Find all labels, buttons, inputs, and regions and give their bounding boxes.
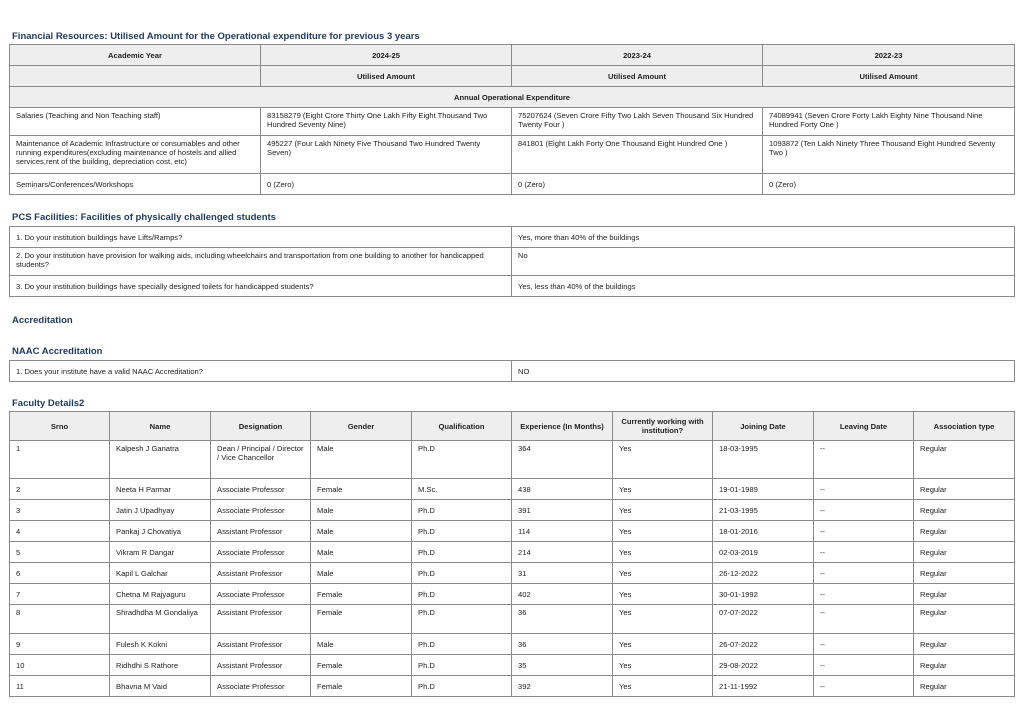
- cell-association-type: Regular: [914, 563, 1015, 584]
- pcs-table: [9, 226, 1015, 297]
- cell-name: Neeta H Parmar: [110, 479, 211, 500]
- cell-currently-working: Yes: [613, 634, 713, 655]
- expense-label: Seminars/Conferences/Workshops: [10, 174, 261, 195]
- pcs-question: 2. Do your institution have provision for walking aids, including wheelchairs and transportation from one building to another for handicapped students?: [10, 248, 512, 276]
- cell-currently-working: Yes: [613, 655, 713, 676]
- cell-designation: Dean / Principal / Director / Vice Chancellor: [211, 441, 311, 479]
- pcs-question: 3. Do your institution buildings have specially designed toilets for handicapped students?: [10, 276, 512, 297]
- cell-association-type: Regular: [914, 521, 1015, 542]
- cell-joining-date: 21-03-1995: [713, 500, 814, 521]
- table-row: [10, 174, 1015, 195]
- table-row: [10, 227, 1015, 248]
- cell-qualification: M.Sc.: [412, 479, 512, 500]
- table-row: [10, 634, 1015, 655]
- financial-section-title: Financial Resources: Utilised Amount for the Operational expenditure for previous 3 years: [12, 31, 420, 42]
- cell-name: Ridhdhi S Rathore: [110, 655, 211, 676]
- utilised-amount-header: Utilised Amount: [763, 66, 1015, 87]
- cell-qualification: Ph.D: [412, 563, 512, 584]
- cell-designation: Assistant Professor: [211, 563, 311, 584]
- cell-gender: Male: [311, 441, 412, 479]
- table-row: [10, 479, 1015, 500]
- cell-name: Jatin J Upadhyay: [110, 500, 211, 521]
- cell-association-type: Regular: [914, 542, 1015, 563]
- cell-qualification: Ph.D: [412, 655, 512, 676]
- cell-experience: 36: [512, 634, 613, 655]
- naac-question: 1. Does your institute have a valid NAAC Accreditation?: [10, 361, 512, 382]
- cell-leaving-date: --: [814, 500, 914, 521]
- cell-leaving-date: --: [814, 521, 914, 542]
- cell-association-type: Regular: [914, 605, 1015, 634]
- cell-srno: 9: [10, 634, 110, 655]
- table-row: [10, 563, 1015, 584]
- cell-gender: Female: [311, 584, 412, 605]
- column-header-leaving-date: Leaving Date: [814, 412, 914, 441]
- cell-leaving-date: --: [814, 441, 914, 479]
- cell-leaving-date: --: [814, 605, 914, 634]
- cell-name: Kalpesh J Ganatra: [110, 441, 211, 479]
- cell-joining-date: 21-11-1992: [713, 676, 814, 697]
- cell-association-type: Regular: [914, 584, 1015, 605]
- pcs-answer: Yes, less than 40% of the buildings: [512, 276, 1015, 297]
- year-header-2023-24: 2023-24: [512, 45, 763, 66]
- expense-label: Salaries (Teaching and Non Teaching staff): [10, 108, 261, 136]
- cell-qualification: Ph.D: [412, 634, 512, 655]
- naac-section-title: NAAC Accreditation: [12, 346, 103, 357]
- cell-experience: 35: [512, 655, 613, 676]
- expense-value: 1093872 (Ten Lakh Ninety Three Thousand Eight Hundred Seventy Two ): [763, 136, 1015, 174]
- cell-qualification: Ph.D: [412, 521, 512, 542]
- table-row: [10, 248, 1015, 276]
- cell-designation: Assistant Professor: [211, 655, 311, 676]
- cell-currently-working: Yes: [613, 563, 713, 584]
- utilised-amount-header: Utilised Amount: [261, 66, 512, 87]
- cell-experience: 438: [512, 479, 613, 500]
- table-row: [10, 361, 1015, 382]
- cell-currently-working: Yes: [613, 500, 713, 521]
- cell-name: Fulesh K Kokni: [110, 634, 211, 655]
- column-header-gender: Gender: [311, 412, 412, 441]
- column-header-name: Name: [110, 412, 211, 441]
- cell-leaving-date: --: [814, 542, 914, 563]
- cell-designation: Associate Professor: [211, 479, 311, 500]
- cell-srno: 10: [10, 655, 110, 676]
- cell-experience: 214: [512, 542, 613, 563]
- cell-experience: 391: [512, 500, 613, 521]
- cell-designation: Associate Professor: [211, 500, 311, 521]
- cell-srno: 3: [10, 500, 110, 521]
- cell-qualification: Ph.D: [412, 605, 512, 634]
- naac-answer: NO: [512, 361, 1015, 382]
- cell-gender: Female: [311, 676, 412, 697]
- cell-gender: Male: [311, 521, 412, 542]
- cell-currently-working: Yes: [613, 605, 713, 634]
- annual-operational-expenditure-label: Annual Operational Expenditure: [10, 87, 1015, 108]
- cell-qualification: Ph.D: [412, 441, 512, 479]
- cell-gender: Female: [311, 655, 412, 676]
- cell-joining-date: 18-03-1995: [713, 441, 814, 479]
- column-header-joining-date: Joining Date: [713, 412, 814, 441]
- cell-qualification: Ph.D: [412, 542, 512, 563]
- utilised-amount-header: Utilised Amount: [512, 66, 763, 87]
- cell-experience: 114: [512, 521, 613, 542]
- expense-value: 0 (Zero): [261, 174, 512, 195]
- empty-header-cell: [10, 66, 261, 87]
- faculty-table: [9, 411, 1015, 697]
- cell-leaving-date: --: [814, 655, 914, 676]
- cell-association-type: Regular: [914, 500, 1015, 521]
- cell-experience: 36: [512, 605, 613, 634]
- table-row: [10, 521, 1015, 542]
- cell-leaving-date: --: [814, 479, 914, 500]
- cell-srno: 8: [10, 605, 110, 634]
- cell-designation: Associate Professor: [211, 542, 311, 563]
- cell-name: Bhavna M Vaid: [110, 676, 211, 697]
- cell-name: Vikram R Dangar: [110, 542, 211, 563]
- cell-leaving-date: --: [814, 584, 914, 605]
- cell-gender: Male: [311, 563, 412, 584]
- cell-leaving-date: --: [814, 676, 914, 697]
- cell-currently-working: Yes: [613, 441, 713, 479]
- cell-association-type: Regular: [914, 634, 1015, 655]
- cell-srno: 4: [10, 521, 110, 542]
- table-row: [10, 605, 1015, 634]
- cell-designation: Assistant Professor: [211, 634, 311, 655]
- faculty-header-row: [10, 412, 1015, 441]
- cell-currently-working: Yes: [613, 542, 713, 563]
- cell-name: Kapil L Galchar: [110, 563, 211, 584]
- cell-association-type: Regular: [914, 479, 1015, 500]
- table-row: [10, 136, 1015, 174]
- table-row: [10, 584, 1015, 605]
- column-header-srno: Srno: [10, 412, 110, 441]
- cell-joining-date: 29-08-2022: [713, 655, 814, 676]
- pcs-section-title: PCS Facilities: Facilities of physically challenged students: [12, 212, 276, 223]
- cell-experience: 402: [512, 584, 613, 605]
- cell-joining-date: 07-07-2022: [713, 605, 814, 634]
- expense-value: 74089941 (Seven Crore Forty Lakh Eighty Nine Thousand Nine Hundred Forty One ): [763, 108, 1015, 136]
- cell-gender: Female: [311, 479, 412, 500]
- cell-srno: 7: [10, 584, 110, 605]
- pcs-answer: No: [512, 248, 1015, 276]
- cell-currently-working: Yes: [613, 584, 713, 605]
- cell-qualification: Ph.D: [412, 676, 512, 697]
- pcs-question: 1. Do your institution buildings have Lifts/Ramps?: [10, 227, 512, 248]
- table-row: [10, 676, 1015, 697]
- cell-joining-date: 26-07-2022: [713, 634, 814, 655]
- cell-joining-date: 26-12-2022: [713, 563, 814, 584]
- expense-value: 0 (Zero): [512, 174, 763, 195]
- cell-qualification: Ph.D: [412, 584, 512, 605]
- cell-srno: 11: [10, 676, 110, 697]
- pcs-answer: Yes, more than 40% of the buildings: [512, 227, 1015, 248]
- academic-year-header: Academic Year: [10, 45, 261, 66]
- column-header-experience: Experience (In Months): [512, 412, 613, 441]
- cell-experience: 31: [512, 563, 613, 584]
- cell-name: Shradhdha M Gondaliya: [110, 605, 211, 634]
- cell-qualification: Ph.D: [412, 500, 512, 521]
- cell-srno: 1: [10, 441, 110, 479]
- table-row: [10, 500, 1015, 521]
- cell-srno: 2: [10, 479, 110, 500]
- cell-currently-working: Yes: [613, 676, 713, 697]
- cell-name: Chetna M Rajyaguru: [110, 584, 211, 605]
- table-row: [10, 542, 1015, 563]
- cell-gender: Male: [311, 542, 412, 563]
- cell-joining-date: 02-03-2019: [713, 542, 814, 563]
- table-row: [10, 441, 1015, 479]
- cell-currently-working: Yes: [613, 479, 713, 500]
- table-row: [10, 655, 1015, 676]
- expense-value: 75207624 (Seven Crore Fifty Two Lakh Seven Thousand Six Hundred Twenty Four ): [512, 108, 763, 136]
- column-header-association-type: Association type: [914, 412, 1015, 441]
- financial-table: [9, 44, 1015, 195]
- cell-joining-date: 19-01-1989: [713, 479, 814, 500]
- cell-srno: 5: [10, 542, 110, 563]
- cell-gender: Male: [311, 634, 412, 655]
- cell-joining-date: 30-01-1992: [713, 584, 814, 605]
- naac-table: [9, 360, 1015, 382]
- cell-srno: 6: [10, 563, 110, 584]
- expense-value: 495227 (Four Lakh Ninety Five Thousand Two Hundred Twenty Seven): [261, 136, 512, 174]
- table-row: [10, 276, 1015, 297]
- expense-value: 0 (Zero): [763, 174, 1015, 195]
- expense-value: 841801 (Eight Lakh Forty One Thousand Eight Hundred One ): [512, 136, 763, 174]
- cell-currently-working: Yes: [613, 521, 713, 542]
- cell-gender: Female: [311, 605, 412, 634]
- cell-leaving-date: --: [814, 563, 914, 584]
- cell-leaving-date: --: [814, 634, 914, 655]
- cell-association-type: Regular: [914, 655, 1015, 676]
- accreditation-title: Accreditation: [12, 315, 73, 326]
- cell-name: Pankaj J Chovatiya: [110, 521, 211, 542]
- expense-value: 83158279 (Eight Crore Thirty One Lakh Fifty Eight Thousand Two Hundred Seventy Nine): [261, 108, 512, 136]
- cell-designation: Associate Professor: [211, 584, 311, 605]
- year-header-2024-25: 2024-25: [261, 45, 512, 66]
- cell-association-type: Regular: [914, 441, 1015, 479]
- column-header-designation: Designation: [211, 412, 311, 441]
- cell-experience: 392: [512, 676, 613, 697]
- cell-designation: Associate Professor: [211, 676, 311, 697]
- cell-joining-date: 18-01-2016: [713, 521, 814, 542]
- year-header-2022-23: 2022-23: [763, 45, 1015, 66]
- expense-label: Maintenance of Academic Infrastructure or consumables and other running expenditures(excluding maintenance of hostels and allied services,rent of the building, depreciation cost, etc): [10, 136, 261, 174]
- column-header-qualification: Qualification: [412, 412, 512, 441]
- cell-gender: Male: [311, 500, 412, 521]
- faculty-section-title: Faculty Details2: [12, 398, 85, 409]
- cell-designation: Assistant Professor: [211, 521, 311, 542]
- cell-association-type: Regular: [914, 676, 1015, 697]
- table-row: [10, 108, 1015, 136]
- column-header-currently-working: Currently working with institution?: [613, 412, 713, 441]
- cell-experience: 364: [512, 441, 613, 479]
- cell-designation: Assistant Professor: [211, 605, 311, 634]
